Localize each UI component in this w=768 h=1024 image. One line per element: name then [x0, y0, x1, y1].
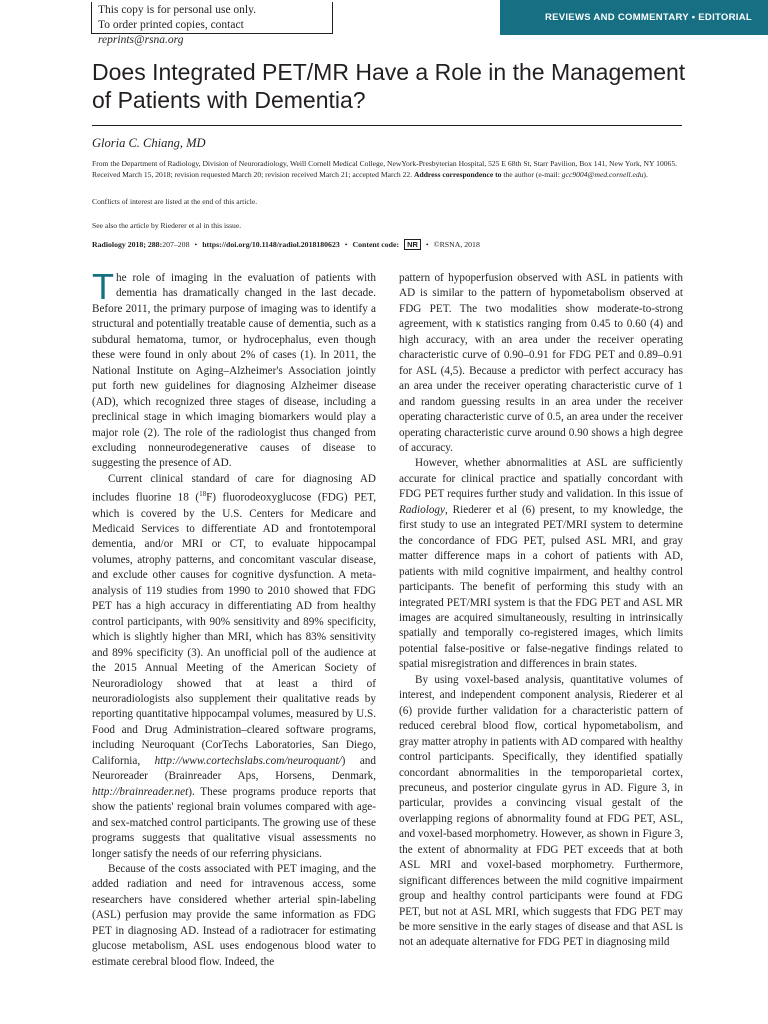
title-rule	[92, 125, 682, 126]
bullet-separator: •	[194, 240, 198, 249]
body-column-right	[399, 271, 683, 951]
copyright-text: ©RSNA, 2018	[433, 240, 480, 249]
citation-journal: Radiology 2018; 288:207–208	[92, 240, 190, 249]
reprints-email-link[interactable]: reprints@rsna.org	[98, 34, 184, 46]
paragraph: pattern of hypoperfusion observed with ASL in patients with AD is similar to the pattern of hypometabolism observed at FDG PET. The two modalities show moderate-to-strong agreement, with κ statistics ranging from 0.45 to 0.60 (4) and high accuracy, with an area under the receiver operating characteristic curve of 0.90–0.91 for FDG PET and 0.89–0.91 for ASL (4,5). Because a predictor with perfect accuracy has an area under the receiver operating characteristic curve of 1 and random guessing results in an area under the receiver operating characteristic curve of 0.5, an area under the receiver operating characteristic curve around 0.90 shows a high degree of accuracy.	[399, 272, 683, 454]
neuroquant-link[interactable]: http://www.cortechslabs.com/neuroquant/	[154, 754, 342, 767]
article-title: Does Integrated PET/MR Have a Role in the Management of Patients with Dementia?	[92, 59, 686, 113]
notice-line-2: To order printed copies, contact reprints@rsna.org	[98, 19, 244, 46]
author-affiliation: From the Department of Radiology, Division of Neuroradiology, Weill Cornell Medical College, NewYork-Presbyterian Hospital, 525 E 68th St, Starr Pavilion, Box 141, New York, NY 10065. Received March 15, 2018; revision requested March 20; revision received March 21; accepted March 22. Address correspondence to the author (e-mail: gcc9004@med.cornell.edu).	[92, 159, 678, 179]
doi-link[interactable]: https://doi.org/10.1148/radiol.2018180623	[202, 240, 340, 249]
author-name: Gloria C. Chiang, MD	[92, 136, 206, 150]
correspondence-label: Address correspondence to	[414, 170, 502, 179]
content-code-badge: NR	[404, 239, 421, 250]
author-email-link[interactable]: gcc9004@med.cornell.edu	[561, 170, 644, 179]
bullet-separator: •	[344, 240, 348, 249]
paragraph: By using voxel-based analysis, quantitative volumes of interest, and independent component analysis, Riederer et al (6) provide further validation for a characteristic pattern of reduced cerebral blood flow, cortical hypometabolism, and gray matter atrophy in patients with AD compared with healthy control participants. Specifically, they identified spatially concordant abnormalities in the temporoparietal cortex, precuneus, and posterior cingulate gyrus in AD. Figure 3, in particular, provides a convincing visual gestalt of the overlapping regions of abnormality found at FDG PET, ASL, and voxel-based morphometry. However, as shown in Figure 3, the extent of abnormality at FDG PET exceeds that at both ASL MRI and voxel-based morphometry. Furthermore, significant differences between the mild cognitive impairment group and healthy control participants were found at FDG PET, but not at ASL MRI, which suggests that FDG PET may be more sensitive in the early stages of disease and that ASL is not an adequate alternative for FDG PET in diagnosing mild	[399, 673, 683, 949]
paragraph: However, whether abnormalities at ASL are sufficiently accurate for clinical practice and spatially concordant with FDG PET requires further study and validation. In this issue of Radiology, Riederer et al (6) present, to my knowledge, the first study to use an integrated PET/MRI system to determine the concordance of FDG PET, pulsed ASL MRI, and gray matter difference maps in a cohort of patients with AD, patients with mild cognitive impairment, and healthy control participants. The benefit of performing this study with an integrated PET/MRI system is that the FDG PET and ASL MR images are acquired simultaneously, resulting in intrinsically spatially and temporally co-registered images, which limits potential false-positive or false-negative findings related to spatial misregistration and differences in brain states.	[399, 457, 683, 671]
conflicts-note: Conflicts of interest are listed at the end of this article.	[92, 197, 258, 206]
citation-line	[92, 239, 684, 250]
drop-cap: T	[92, 266, 114, 307]
see-also-note: See also the article by Riederer et al in this issue.	[92, 221, 242, 230]
paragraph: Because of the costs associated with PET imaging, and the added radiation and need for intravenous access, some researchers have considered whether arterial spin-labeling (ASL) perfusion may provide the same information as FDG PET in diagnosing AD. Instead of a radiotracer for estimating glucose metabolism, ASL uses endogenous blood water to estimate cerebral blood flow. Indeed, the	[92, 862, 376, 968]
brainreader-link[interactable]: http://brainreader.net	[92, 785, 189, 798]
body-column-left	[92, 266, 376, 970]
notice-line-1: This copy is for personal use only.	[98, 4, 256, 16]
section-tag: REVIEWS AND COMMENTARY • EDITORIAL	[500, 0, 768, 35]
content-code-label: Content code:	[352, 240, 400, 249]
bullet-separator: •	[425, 240, 429, 249]
paragraph: Current clinical standard of care for diagnosing AD includes fluorine 18 ($^{18}$F) fluorodeoxyglucose (FDG) PET, which is covered by the U.S. Centers for Medicare and Medicaid Services to differentiate AD and frontotemporal dementia, and/or MRI or CT, to evaluate hippocampal volumes, atrophy patterns, and concomitant vascular disease, and exclude other causes for cognitive dysfunction. A meta-analysis of 119 studies from 1990 to 2010 showed that FDG PET has a high accuracy in differentiating AD from healthy control participants, with 90% sensitivity and 89% specificity, which is slightly higher than MRI, which has 83% sensitivity and 89% specificity (3). An unofficial poll of the audience at the 2015 Annual Meeting of the American Society of Neuroradiology showed that at least a third of neuroradiologists also supplement their qualitative reads by reporting quantitative hippocampal volumes, measured by U.S. Food and Drug Administration–cleared software programs, including Neuroquant (CorTechs Laboratories, San Diego, California, http://www.cortechslabs.com/neuroquant/) and Neuroreader (Brainreader Aps, Horsens, Denmark, http://brainreader.net). These programs produce reports that show the patients' regional brain volumes compared with age- and sex-matched control participants. The growing use of these programs suggests that qualitative visual assessments no longer satisfy the needs of our referring physicians.	[92, 472, 376, 860]
copyright-notice-box	[91, 2, 333, 46]
paragraph: The role of imaging in the evaluation of patients with dementia has dramatically changed in the last decade. Before 2011, the primary purpose of imaging was to identify a structural and potentially treatable cause of dementia, such as a subdural hematoma, tumor, or hydrocephalus, even though these were found in only about 2% of cases (1). In 2011, the National Institute on Aging–Alzheimer's Association jointly put forth new guidelines for diagnosing Alzheimer disease (AD), which recognized three stages of disease, including a preclinical stage in which imaging biomarkers would play a major role (2). The role of the radiologist thus changed from excluding nonneurodegenerative causes of disease to suggesting the presence of AD.	[92, 266, 376, 470]
